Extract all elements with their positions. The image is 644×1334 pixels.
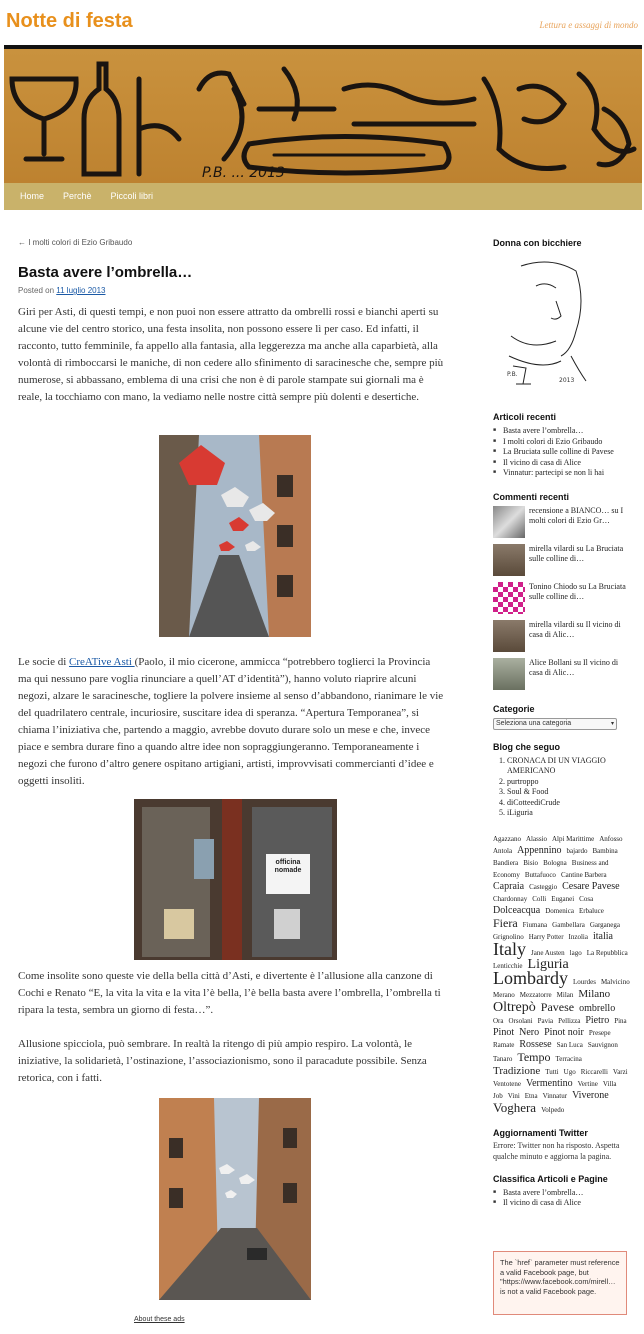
tag-link[interactable]: Lenticchie [493, 961, 523, 970]
tag-link[interactable]: Harry Potter [528, 932, 564, 941]
tag-link[interactable]: Pinot noir [544, 1026, 584, 1038]
comment-text[interactable]: mirella vilardi su La Bruciata sulle colline di… [529, 543, 624, 563]
tag-link[interactable]: Cosa [579, 894, 594, 903]
svg-text:P.B.: P.B. [507, 371, 518, 378]
tag-link[interactable]: Vinnatur [542, 1091, 568, 1100]
widget-title-categories: Categorie [493, 703, 535, 714]
tag-link[interactable]: Milan [556, 990, 574, 999]
post-paragraph-1: Giri per Asti, di questi tempi, e non puoi non essere attratto da ombrelli rossi e bianchi aperti su alcune vie del centro storico, una festa insolita, non possono essere lì per caso. Ed infatti, il racconto, tutto femminile, fa appello alla fantasia, alla leggerezza ma anche alla caparbietà, alla volontà di rimboccarsi le maniche, di non cedere allo sfinimento di saracinesche che, sempre più numerose, si abbassano, emblema di una crisi che non è di parole stampate sui giornali ma è reale, la tocchiamo con mano, la vediamo nelle nostre città sempre più dolenti e desertiche. [18, 306, 444, 403]
tag-link[interactable]: Ramate [493, 1040, 515, 1049]
tag-link[interactable]: Viverone [572, 1089, 609, 1101]
tag-link[interactable]: Milano [578, 987, 611, 1000]
recent-post-item[interactable]: ■ Il vicino di casa di Alice [493, 458, 633, 469]
tag-link[interactable]: Domenica [545, 906, 574, 915]
widget-title-donna: Donna con bicchiere [493, 238, 582, 248]
tag-link[interactable]: Terracina [555, 1054, 582, 1063]
tag-link[interactable]: Bologna [543, 858, 567, 867]
tag-link[interactable]: Job [493, 1091, 503, 1100]
blog-item[interactable]: 3. Soul & Food [507, 787, 633, 798]
blogs-list [493, 756, 633, 819]
post-paragraph-2 [18, 654, 446, 790]
tag-link[interactable]: Nero [519, 1026, 540, 1038]
twitter-error-text: Errore: Twitter non ha risposto. Aspetta qualche minuto e aggiorna la pagina. [493, 1140, 620, 1161]
avatar[interactable] [493, 506, 525, 538]
tag-link[interactable]: Malvicino [600, 977, 630, 986]
tag-link[interactable]: Merano [493, 990, 515, 999]
chevron-down-icon: ▾ [610, 720, 614, 727]
tag-link[interactable]: Tempo [517, 1049, 551, 1064]
tag-link[interactable]: Bisio [523, 858, 539, 867]
tag-link[interactable]: Appennino [517, 844, 562, 856]
tag-link[interactable]: Alpi Marittime [551, 834, 595, 843]
comment-text[interactable]: Tonino Chiodo su La Bruciata sulle colline di… [529, 581, 626, 601]
post-paragraph-3-wrap [18, 968, 446, 1087]
tag-link[interactable]: La Repubblica [586, 948, 628, 957]
tag-link[interactable]: San Luca [556, 1040, 583, 1049]
para2-text-after: (Paolo, il mio cicerone, ammicca “potrebbero toglierci la Provincia ma qui nessuno pare voglia rinunciare a quell’AT d’identità”), hanno voluto riaprire alcuni negozi, alzare le saracinesche, togliere la polvere insieme al senso d’abbandono, rianimare le vie del quadrilatero centrale, incuriosire, suscitare idea di speranza. “Apertura Temporanea”, si chiama l’iniziativa che, partendo a maggio, avrebbe dovuto durare solo un mese e che, invece piace e sembra durare fino a quando altre idee non sopraggiungeranno. Temporaneamente i negozi che furono d’altro genere ospitano artigiani, artisti, improvvisati commercianti d’idee e oggetti insoliti. [18, 656, 444, 787]
post-paragraph-2-wrap [18, 654, 446, 790]
posted-on-label: Posted on [18, 286, 55, 295]
recent-comment [493, 620, 633, 654]
tag-link[interactable]: Cantine Barbera [560, 870, 607, 879]
category-select[interactable] [493, 718, 617, 730]
para2-text-before: Le socie di [18, 656, 70, 668]
nav-piccoli-libri[interactable]: Piccoli libri [110, 191, 154, 201]
facebook-error-box: The `href` parameter must reference a valid Facebook page, but "https://www.facebook.com/mirell… is not a valid Facebook page. [493, 1251, 627, 1315]
tag-link[interactable]: Vermentino [526, 1077, 573, 1089]
post-photo-street[interactable] [159, 1098, 311, 1300]
tag-link[interactable]: Cesare Pavese [562, 880, 620, 892]
post-photo-umbrellas-1[interactable] [159, 435, 311, 637]
tag-link[interactable]: Pavia [537, 1016, 554, 1025]
svg-text:2013: 2013 [559, 377, 575, 384]
blog-item[interactable]: 5. iLiguria [507, 808, 633, 819]
tag-link[interactable]: Pietro [585, 1014, 610, 1026]
tag-link[interactable]: Villa [602, 1079, 617, 1088]
tag-link[interactable]: bajardo [566, 846, 588, 855]
tag-link[interactable]: Ugo [563, 1067, 576, 1076]
tag-link[interactable]: lago [569, 948, 582, 957]
tag-link[interactable]: Tanaro [493, 1054, 513, 1063]
post-title[interactable]: Basta avere l’ombrella… [18, 264, 193, 281]
tag-link[interactable]: Chardonnay [493, 894, 528, 903]
tag-link[interactable]: Gambellara [552, 920, 585, 929]
tag-link[interactable]: Varzi [612, 1067, 628, 1076]
tag-link[interactable]: Mezzatorre [519, 990, 552, 999]
header-image [4, 49, 642, 183]
tag-link[interactable]: Lombardy [493, 967, 568, 988]
tag-link[interactable]: ombrello [579, 1002, 616, 1014]
tag-link[interactable]: Lourdes [572, 977, 596, 986]
post-photo-shop-window[interactable] [134, 799, 337, 960]
nav-perche[interactable]: Perchè [63, 191, 92, 201]
tag-link[interactable]: Tradizione [493, 1064, 541, 1077]
tag-link[interactable]: Tutti [545, 1067, 559, 1076]
tag-link[interactable]: Oltrepò [493, 999, 536, 1015]
tag-link[interactable]: Vertine [577, 1079, 598, 1088]
tag-link[interactable]: Business and Economy [493, 858, 609, 879]
post-paragraph-4: Allusione spicciola, può sembrare. In realtà la ritengo di più ampio respiro. La volontà, le iniziative, la solidarietà, l’ostinazione, l’associazionismo, sono il paracadute possibile. Senza retorica, con i fatti. [18, 1038, 427, 1084]
recent-post-item[interactable]: ■ I molti colori di Ezio Gribaudo [493, 437, 633, 448]
main-nav [4, 183, 642, 210]
tag-link[interactable]: Italy [493, 938, 526, 959]
top-post-item[interactable]: ■ Basta avere l’ombrella… [493, 1188, 633, 1199]
post-meta [18, 286, 446, 295]
tag-link[interactable]: Pina [614, 1016, 627, 1025]
tag-link[interactable]: Agazzano [493, 834, 521, 843]
tag-link[interactable]: Volpedo [541, 1105, 565, 1114]
tag-link[interactable]: Antola [493, 846, 513, 855]
tag-link[interactable]: Colli [532, 894, 547, 903]
tag-link[interactable]: Orsolani [508, 1016, 533, 1025]
tag-link[interactable]: Bandiera [493, 858, 519, 867]
tag-link[interactable]: Inzolia [568, 932, 588, 941]
tag-link[interactable]: Voghera [493, 1099, 537, 1115]
nav-home[interactable]: Home [20, 191, 45, 201]
tag-link[interactable]: Grignolino [493, 932, 524, 941]
tag-link[interactable]: Garganega [589, 920, 620, 929]
comment-text[interactable]: recensione a BIANCO… su I molti colori di Ezio Gr… [529, 505, 624, 525]
blog-item[interactable]: 1. CRONACA DI UN VIAGGIO AMERICANO [507, 756, 633, 777]
tag-link[interactable]: Anfosso [599, 834, 623, 843]
tag-link[interactable]: italia [592, 930, 613, 942]
avatar[interactable] [493, 582, 525, 614]
header-signature: P.B. ... 2013 [202, 165, 285, 181]
tag-link[interactable]: Pavese [540, 999, 575, 1014]
tag-link[interactable]: Liguria [527, 956, 569, 972]
recent-comment [493, 658, 633, 692]
widget-title-blogs: Blog che seguo [493, 741, 561, 752]
tag-link[interactable]: Etna [524, 1091, 538, 1100]
tag-link[interactable]: Fiera [493, 915, 518, 930]
tag-link[interactable]: Presepe [588, 1028, 611, 1037]
previous-post-link[interactable]: ← I molti colori di Ezio Gribaudo [18, 238, 133, 247]
avatar[interactable] [493, 658, 525, 690]
top-posts-list [493, 1188, 633, 1209]
widget-title-twitter: Aggiornamenti Twitter [493, 1127, 588, 1138]
tag-link[interactable]: Sauvignon [587, 1040, 618, 1049]
tag-link[interactable]: Riccarelli [580, 1067, 608, 1076]
widget-title-comments: Commenti recenti [493, 491, 570, 502]
widget-title-classifica: Classifica Articoli e Pagine [493, 1173, 608, 1184]
tag-link[interactable]: Fiumana [522, 920, 548, 929]
tag-link[interactable]: Capraia [493, 880, 525, 892]
tag-link[interactable]: Erbaluce [578, 906, 604, 915]
creative-asti-link[interactable]: CreATive Asti [69, 656, 135, 668]
recent-posts-list [493, 426, 633, 479]
category-select-value: Seleziona una categoria [496, 719, 572, 727]
recent-comment [493, 582, 633, 616]
header-drawing [4, 49, 642, 183]
post-paragraph-3: Come insolite sono queste vie della bella città d’Asti, e divertente è l’allusione alla canzone di Cochi e Renato “E, la vita la vita e la vita l’è bella, l’è bella basta avere l’ombrella, l’ombrella ti ripara la testa, sembra un giorno di festa…”. [18, 970, 441, 1016]
post-content [18, 238, 446, 406]
recent-post-item[interactable]: ■ Basta avere l’ombrella… [493, 426, 633, 437]
tag-link[interactable]: Bambina [592, 846, 618, 855]
widget-title-recent: Articoli recenti [493, 412, 557, 422]
avatar[interactable] [493, 620, 525, 652]
tag-link[interactable]: Ventotene [493, 1079, 521, 1088]
post-date[interactable]: 11 luglio 2013 [56, 286, 106, 295]
tag-link[interactable]: Buttafuoco [524, 870, 556, 879]
recent-post-item[interactable]: ■ La Bruciata sulle colline di Pavese [493, 447, 633, 458]
site-description: Lettura e assaggi di mondo [539, 20, 638, 30]
shop-sign: officina nomade [274, 859, 302, 874]
site-title[interactable]: Notte di festa [6, 10, 133, 32]
blog-item[interactable]: 2. purtroppo [507, 777, 633, 788]
tag-link[interactable]: Vini [507, 1091, 520, 1100]
tag-link[interactable]: Rossese [519, 1038, 552, 1050]
tag-link[interactable]: Jane Austen [531, 948, 565, 957]
tag-link[interactable]: Pinot [493, 1026, 515, 1038]
top-post-item[interactable]: ■ Il vicino di casa di Alice [493, 1198, 633, 1209]
comment-text[interactable]: Alice Bollani su Il vicino di casa di Alic… [529, 657, 619, 677]
tag-link[interactable]: Euganei [551, 894, 575, 903]
tag-link[interactable]: Ora [493, 1016, 504, 1025]
tag-cloud [493, 833, 633, 1116]
tag-link[interactable]: Dolceacqua [493, 904, 541, 916]
sidebar [493, 238, 633, 1209]
tag-link[interactable]: Casteggio [529, 882, 558, 891]
comment-text[interactable]: mirella vilardi su Il vicino di casa di Alic… [529, 619, 621, 639]
tag-link[interactable]: Pellizza [558, 1016, 581, 1025]
donna-drawing [501, 256, 591, 394]
tag-link[interactable]: Alassio [525, 834, 547, 843]
recent-comment [493, 506, 633, 540]
recent-comment [493, 544, 633, 578]
recent-post-item[interactable]: ■ Vinnatur: partecipi se non li hai [493, 468, 633, 479]
about-ads-link[interactable]: About these ads [134, 1316, 185, 1323]
blog-item[interactable]: 4. diCotteediCrude [507, 798, 633, 809]
avatar[interactable] [493, 544, 525, 576]
